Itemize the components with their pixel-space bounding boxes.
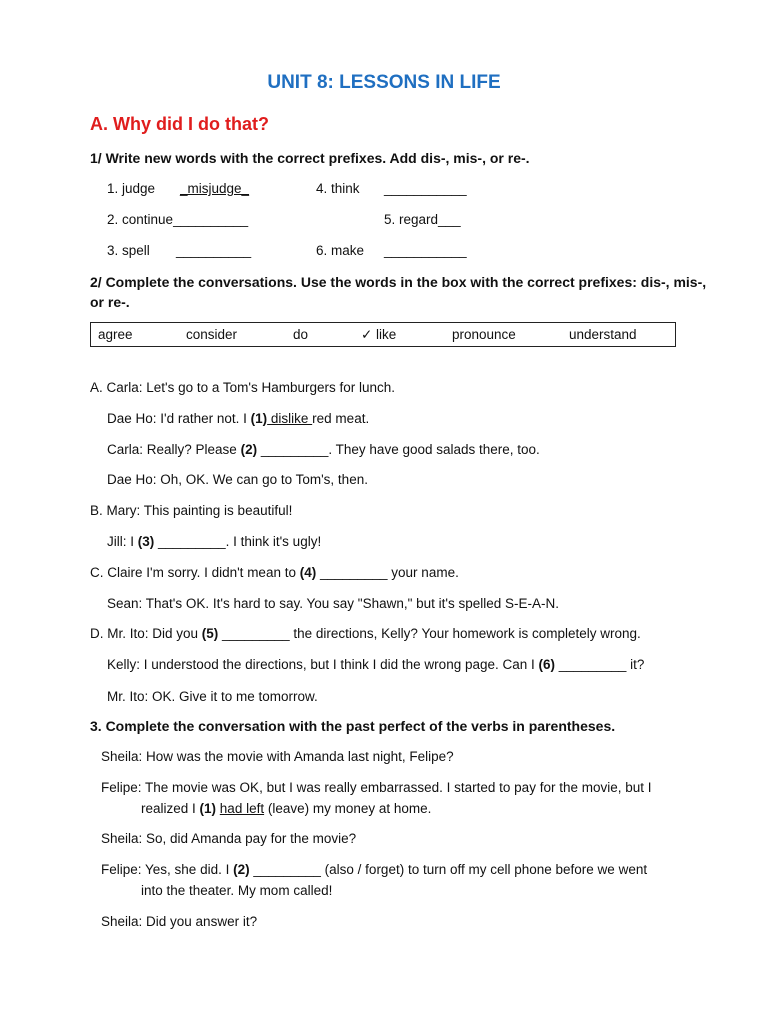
conv-d-line3: Mr. Ito: OK. Give it to me tomorrow.	[107, 689, 318, 704]
q2-heading-line2: or re-.	[90, 294, 130, 310]
conv-b-line1: B. Mary: This painting is beautiful!	[90, 503, 293, 518]
word-box-item: ✓ like	[361, 327, 397, 342]
word-box	[90, 322, 676, 347]
q3-sheila-line2: Sheila: So, did Amanda pay for the movie?	[101, 831, 357, 846]
q1-heading: 1/ Write new words with the correct prefixes. Add dis-, mis-, or re-.	[90, 150, 530, 166]
q1-item-6-label: 6. make	[316, 243, 365, 258]
q1-item-1-label: 1. judge	[107, 181, 156, 196]
conv-d-line1: D. Mr. Ito: Did you (5) _________ the directions, Kelly? Your homework is completely wrong.	[90, 626, 641, 641]
q3-felipe-line2-cont: into the theater. My mom called!	[141, 883, 333, 898]
q3-felipe-line1: Felipe: The movie was OK, but I was really embarrassed. I started to pay for the movie, but I	[101, 780, 652, 795]
q3-sheila-line3: Sheila: Did you answer it?	[101, 914, 258, 929]
word-box-item: consider	[186, 327, 238, 342]
q1-item-6-answer: ___________	[384, 243, 467, 258]
q1-item-4-label: 4. think	[316, 181, 360, 196]
conv-c-line2: Sean: That's OK. It's hard to say. You say "Shawn," but it's spelled S-E-A-N.	[107, 596, 560, 611]
conv-c-line1: C. Claire I'm sorry. I didn't mean to (4) _________ your name.	[90, 565, 459, 580]
conv-d-line2: Kelly: I understood the directions, but I think I did the wrong page. Can I (6) _________ it?	[107, 657, 645, 672]
page-title: UNIT 8: LESSONS IN LIFE	[267, 72, 501, 93]
word-box-item: understand	[569, 327, 637, 342]
conv-b-line2: Jill: I (3) _________. I think it's ugly!	[107, 534, 322, 549]
conv-a-line4: Dae Ho: Oh, OK. We can go to Tom's, then.	[107, 472, 368, 487]
conv-a-line1: A. Carla: Let's go to a Tom's Hamburgers for lunch.	[90, 380, 396, 395]
q1-item-3-label: 3. spell	[107, 243, 150, 258]
q1-item-2-label: 2. continue__________	[107, 212, 249, 227]
q1-item-5-label: 5. regard___	[384, 212, 461, 227]
conv-a-line3: Carla: Really? Please (2) _________. They have good salads there, too.	[107, 442, 540, 457]
q1-item-3-answer: __________	[176, 243, 252, 258]
conv-a-line2: Dae Ho: I'd rather not. I (1) dislike red meat.	[107, 411, 370, 426]
q3-heading: 3. Complete the conversation with the past perfect of the verbs in parentheses.	[90, 718, 616, 734]
q1-item-1-answer: _misjudge_	[180, 181, 250, 196]
q3-felipe-line2: Felipe: Yes, she did. I (2) _________ (also / forget) to turn off my cell phone before we went	[101, 862, 648, 877]
q2-heading-line1: 2/ Complete the conversations. Use the words in the box with the correct prefixes: dis-, mis-,	[90, 274, 707, 290]
word-box-item: agree	[98, 327, 133, 342]
word-box-item: pronounce	[452, 327, 516, 342]
word-box-item: do	[293, 327, 309, 342]
section-a-heading: A. Why did I do that?	[90, 114, 269, 134]
q3-sheila-line1: Sheila: How was the movie with Amanda last night, Felipe?	[101, 749, 454, 764]
q3-felipe-line1-cont: realized I (1) had left (leave) my money at home.	[141, 801, 432, 816]
q1-item-4-answer: ___________	[384, 181, 467, 196]
